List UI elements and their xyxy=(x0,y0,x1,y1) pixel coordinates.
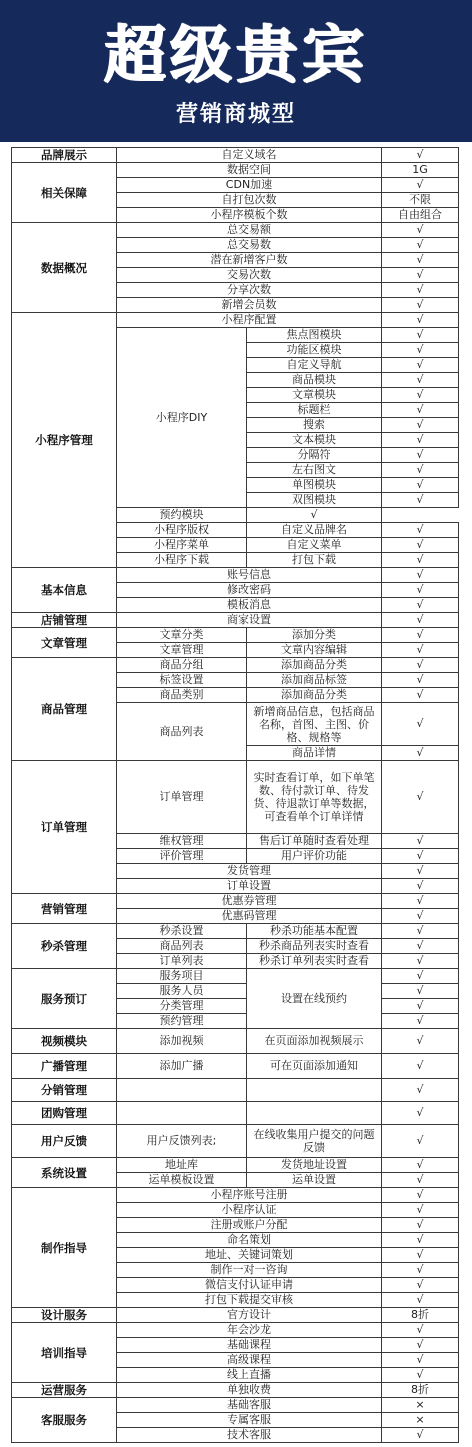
feature-cell: 订单设置 xyxy=(117,879,382,894)
check-mark: √ xyxy=(382,1203,459,1218)
feature-cell: 地址库 xyxy=(117,1158,247,1173)
feature-cell: 技术客服 xyxy=(117,1428,382,1443)
feature-cell: 打包下载提交审核 xyxy=(117,1293,382,1308)
check-mark: √ xyxy=(382,849,459,864)
check-mark: √ xyxy=(382,493,459,508)
feature-cell: 潜在新增客户数 xyxy=(117,253,382,268)
detail-cell: 在页面添加视频展示 xyxy=(247,1029,382,1054)
table-row xyxy=(12,1102,459,1125)
check-mark: √ xyxy=(382,746,459,761)
check-mark: √ xyxy=(382,688,459,703)
table-row xyxy=(12,313,459,328)
check-mark: √ xyxy=(382,628,459,643)
check-mark: √ xyxy=(382,1278,459,1293)
check-mark: √ xyxy=(382,283,459,298)
detail-cell: 搜索 xyxy=(247,418,382,433)
detail-cell: 焦点图模块 xyxy=(247,328,382,343)
table-row xyxy=(12,1158,459,1173)
feature-cell: 数据空间 xyxy=(117,163,382,178)
check-mark: √ xyxy=(382,298,459,313)
cross-mark: × xyxy=(382,1398,459,1413)
feature-cell: 运单模板设置 xyxy=(117,1173,247,1188)
category-cell: 秒杀管理 xyxy=(12,924,117,969)
table-row xyxy=(12,613,459,628)
check-mark: √ xyxy=(382,373,459,388)
check-mark: √ xyxy=(382,1368,459,1383)
feature-cell: 单独收费 xyxy=(117,1383,382,1398)
category-cell: 团购管理 xyxy=(12,1102,117,1125)
category-cell: 商品管理 xyxy=(12,658,117,761)
table-row xyxy=(12,1125,459,1158)
check-mark: √ xyxy=(382,148,459,163)
feature-cell: 维权管理 xyxy=(117,834,247,849)
feature-cell: 商品类别 xyxy=(117,688,247,703)
feature-cell: 小程序菜单 xyxy=(117,538,247,553)
check-mark: √ xyxy=(382,343,459,358)
table-row xyxy=(12,628,459,643)
feature-cell: 小程序版权 xyxy=(117,523,247,538)
check-mark: √ xyxy=(382,238,459,253)
feature-cell: 专属客服 xyxy=(117,1413,382,1428)
feature-cell: 自打包次数 xyxy=(117,193,382,208)
page-title: 超级贵宾 xyxy=(103,18,368,91)
feature-cell: 交易次数 xyxy=(117,268,382,283)
table-row xyxy=(12,1029,459,1054)
detail-cell: 添加商品分类 xyxy=(247,658,382,673)
check-mark: √ xyxy=(382,1353,459,1368)
detail-cell: 自定义导航 xyxy=(247,358,382,373)
check-mark: √ xyxy=(382,253,459,268)
check-mark: √ xyxy=(382,954,459,969)
feature-cell: 地址、关键词策划 xyxy=(117,1248,382,1263)
feature-cell: 用户反馈列表; xyxy=(117,1125,247,1158)
feature-cell: 商品分组 xyxy=(117,658,247,673)
table-row xyxy=(12,148,459,163)
table-row xyxy=(12,163,459,178)
detail-cell: 添加分类 xyxy=(247,628,382,643)
check-mark: √ xyxy=(382,894,459,909)
check-mark: √ xyxy=(382,568,459,583)
feature-cell: 总交易数 xyxy=(117,238,382,253)
check-mark: √ xyxy=(382,553,459,568)
check-mark: √ xyxy=(382,1338,459,1353)
value-cell: 8折 xyxy=(382,1383,459,1398)
check-mark: √ xyxy=(382,523,459,538)
check-mark: √ xyxy=(247,508,382,523)
feature-cell: 订单列表 xyxy=(117,954,247,969)
detail-cell: 自定义品牌名 xyxy=(247,523,382,538)
check-mark: √ xyxy=(382,1263,459,1278)
check-mark: √ xyxy=(382,1233,459,1248)
value-cell: 不限 xyxy=(382,193,459,208)
check-mark: √ xyxy=(382,463,459,478)
check-mark: √ xyxy=(382,613,459,628)
check-mark: √ xyxy=(382,328,459,343)
detail-cell: 新增商品信息，包括商品名称，首图、主图、价格、规格等 xyxy=(247,703,382,746)
check-mark: √ xyxy=(382,864,459,879)
feature-cell: 自定义域名 xyxy=(117,148,382,163)
check-mark: √ xyxy=(382,879,459,894)
detail-cell: 双图模块 xyxy=(247,493,382,508)
feature-cell: 文章管理 xyxy=(117,643,247,658)
check-mark: √ xyxy=(382,388,459,403)
check-mark: √ xyxy=(382,999,459,1014)
check-mark: √ xyxy=(382,1428,459,1443)
detail-cell: 标题栏 xyxy=(247,403,382,418)
table-row xyxy=(12,1383,459,1398)
feature-cell: 微信支付认证申请 xyxy=(117,1278,382,1293)
feature-cell: 账号信息 xyxy=(117,568,382,583)
feature-cell: 小程序配置 xyxy=(117,313,382,328)
feature-cell: 优惠券管理 xyxy=(117,894,382,909)
feature-cell: 基础客服 xyxy=(117,1398,382,1413)
category-cell: 系统设置 xyxy=(12,1158,117,1188)
category-cell: 基本信息 xyxy=(12,568,117,613)
check-mark: √ xyxy=(382,1029,459,1054)
detail-cell: 实时查看订单，如下单笔数、待付款订单、待发货、待退款订单等数据，可查看单个订单详情 xyxy=(247,761,382,834)
check-mark: √ xyxy=(382,939,459,954)
table-row xyxy=(12,1079,459,1102)
table-row xyxy=(12,1188,459,1203)
category-cell: 服务预订 xyxy=(12,969,117,1029)
detail-cell: 预约模块 xyxy=(117,508,247,523)
check-mark: √ xyxy=(382,1218,459,1233)
detail-cell: 商品模块 xyxy=(247,373,382,388)
detail-cell: 添加商品分类 xyxy=(247,688,382,703)
category-cell: 分销管理 xyxy=(12,1079,117,1102)
category-cell: 视频模块 xyxy=(12,1029,117,1054)
category-cell: 营销管理 xyxy=(12,894,117,924)
detail-cell: 分隔符 xyxy=(247,448,382,463)
category-cell: 客服服务 xyxy=(12,1398,117,1443)
detail-cell: 文章模块 xyxy=(247,388,382,403)
check-mark: √ xyxy=(382,924,459,939)
feature-cell: 评价管理 xyxy=(117,849,247,864)
category-cell: 制作指导 xyxy=(12,1188,117,1308)
check-mark: √ xyxy=(382,1323,459,1338)
category-cell: 品牌展示 xyxy=(12,148,117,163)
category-cell: 培训指导 xyxy=(12,1323,117,1383)
feature-cell: 小程序模板个数 xyxy=(117,208,382,223)
detail-cell: 功能区模块 xyxy=(247,343,382,358)
check-mark: √ xyxy=(382,478,459,493)
detail-cell: 发货地址设置 xyxy=(247,1158,382,1173)
feature-cell: 服务人员 xyxy=(117,984,247,999)
check-mark: √ xyxy=(382,1102,459,1125)
feature-cell: 小程序认证 xyxy=(117,1203,382,1218)
detail-cell: 文本模块 xyxy=(247,433,382,448)
feature-cell: 发货管理 xyxy=(117,864,382,879)
feature-cell xyxy=(117,1102,247,1125)
feature-cell: 秒杀设置 xyxy=(117,924,247,939)
check-mark: √ xyxy=(382,909,459,924)
detail-cell: 可在页面添加通知 xyxy=(247,1054,382,1079)
feature-cell: 优惠码管理 xyxy=(117,909,382,924)
feature-cell: 分享次数 xyxy=(117,283,382,298)
table-row xyxy=(12,894,459,909)
check-mark: √ xyxy=(382,598,459,613)
feature-cell: 商品列表 xyxy=(117,939,247,954)
check-mark: √ xyxy=(382,969,459,984)
check-mark: √ xyxy=(382,1014,459,1029)
table-row xyxy=(12,761,459,834)
check-mark: √ xyxy=(382,583,459,598)
value-cell: 自由组合 xyxy=(382,208,459,223)
table-row xyxy=(12,1054,459,1079)
feature-cell: 注册或账户分配 xyxy=(117,1218,382,1233)
detail-cell xyxy=(247,1102,382,1125)
check-mark: √ xyxy=(382,1248,459,1263)
table-row xyxy=(12,969,459,984)
check-mark: √ xyxy=(382,1079,459,1102)
check-mark: √ xyxy=(382,761,459,834)
detail-cell xyxy=(247,1079,382,1102)
detail-cell: 在线收集用户提交的问题反馈 xyxy=(247,1125,382,1158)
feature-cell: 商品列表 xyxy=(117,703,247,761)
detail-cell: 秒杀功能基本配置 xyxy=(247,924,382,939)
check-mark: √ xyxy=(382,313,459,328)
cross-mark: × xyxy=(382,1413,459,1428)
detail-cell: 文章内容编辑 xyxy=(247,643,382,658)
value-cell: 1G xyxy=(382,163,459,178)
feature-cell: CDN加速 xyxy=(117,178,382,193)
check-mark: √ xyxy=(382,673,459,688)
detail-cell: 添加商品标签 xyxy=(247,673,382,688)
check-mark: √ xyxy=(382,1173,459,1188)
feature-cell: 年会沙龙 xyxy=(117,1323,382,1338)
table-row xyxy=(12,1323,459,1338)
feature-cell: 标签设置 xyxy=(117,673,247,688)
check-mark: √ xyxy=(382,1188,459,1203)
detail-cell: 用户评价功能 xyxy=(247,849,382,864)
feature-cell: 模板消息 xyxy=(117,598,382,613)
check-mark: √ xyxy=(382,1125,459,1158)
feature-cell: 新增会员数 xyxy=(117,298,382,313)
feature-cell: 添加广播 xyxy=(117,1054,247,1079)
feature-cell: 高级课程 xyxy=(117,1353,382,1368)
detail-cell: 秒杀订单列表实时查看 xyxy=(247,954,382,969)
detail-cell: 自定义菜单 xyxy=(247,538,382,553)
table-row xyxy=(12,1308,459,1323)
feature-cell: 官方设计 xyxy=(117,1308,382,1323)
detail-cell: 左右图文 xyxy=(247,463,382,478)
check-mark: √ xyxy=(382,643,459,658)
feature-cell: 修改密码 xyxy=(117,583,382,598)
detail-cell: 商品详情 xyxy=(247,746,382,761)
detail-cell: 设置在线预约 xyxy=(247,969,382,1029)
feature-cell: 命名策划 xyxy=(117,1233,382,1248)
category-cell: 店铺管理 xyxy=(12,613,117,628)
category-cell: 文章管理 xyxy=(12,628,117,658)
check-mark: √ xyxy=(382,178,459,193)
feature-cell: 订单管理 xyxy=(117,761,247,834)
check-mark: √ xyxy=(382,1158,459,1173)
detail-cell: 运单设置 xyxy=(247,1173,382,1188)
check-mark: √ xyxy=(382,448,459,463)
detail-cell: 售后订单随时查看处理 xyxy=(247,834,382,849)
feature-cell: 小程序账号注册 xyxy=(117,1188,382,1203)
check-mark: √ xyxy=(382,984,459,999)
header-banner xyxy=(0,0,472,142)
category-cell: 数据概况 xyxy=(12,223,117,313)
feature-table xyxy=(11,147,459,1443)
feature-cell: 添加视频 xyxy=(117,1029,247,1054)
check-mark: √ xyxy=(382,1293,459,1308)
feature-cell: 总交易额 xyxy=(117,223,382,238)
category-cell: 广播管理 xyxy=(12,1054,117,1079)
check-mark: √ xyxy=(382,418,459,433)
check-mark: √ xyxy=(382,834,459,849)
table-row xyxy=(12,924,459,939)
feature-cell: 商家设置 xyxy=(117,613,382,628)
value-cell: 8折 xyxy=(382,1308,459,1323)
detail-cell: 单图模块 xyxy=(247,478,382,493)
feature-cell: 线上直播 xyxy=(117,1368,382,1383)
feature-cell: 基础课程 xyxy=(117,1338,382,1353)
table-row xyxy=(12,1398,459,1413)
detail-cell: 打包下载 xyxy=(247,553,382,568)
feature-cell xyxy=(117,1079,247,1102)
detail-cell: 秒杀商品列表实时查看 xyxy=(247,939,382,954)
feature-cell: 制作一对一咨询 xyxy=(117,1263,382,1278)
feature-cell: 小程序下载 xyxy=(117,553,247,568)
feature-cell: 预约管理 xyxy=(117,1014,247,1029)
category-cell: 运营服务 xyxy=(12,1383,117,1398)
check-mark: √ xyxy=(382,358,459,373)
category-cell: 订单管理 xyxy=(12,761,117,894)
feature-cell: 服务项目 xyxy=(117,969,247,984)
check-mark: √ xyxy=(382,538,459,553)
check-mark: √ xyxy=(382,403,459,418)
category-cell: 相关保障 xyxy=(12,163,117,223)
table-row xyxy=(12,568,459,583)
table-row xyxy=(12,658,459,673)
category-cell: 设计服务 xyxy=(12,1308,117,1323)
check-mark: √ xyxy=(382,433,459,448)
check-mark: √ xyxy=(382,703,459,746)
check-mark: √ xyxy=(382,268,459,283)
feature-cell: 小程序DIY xyxy=(117,328,247,508)
check-mark: √ xyxy=(382,1054,459,1079)
check-mark: √ xyxy=(382,223,459,238)
check-mark: √ xyxy=(382,658,459,673)
category-cell: 用户反馈 xyxy=(12,1125,117,1158)
table-row xyxy=(12,223,459,238)
page-subtitle: 营销商城型 xyxy=(175,102,296,127)
feature-cell: 文章分类 xyxy=(117,628,247,643)
feature-cell: 分类管理 xyxy=(117,999,247,1014)
category-cell: 小程序管理 xyxy=(12,313,117,568)
